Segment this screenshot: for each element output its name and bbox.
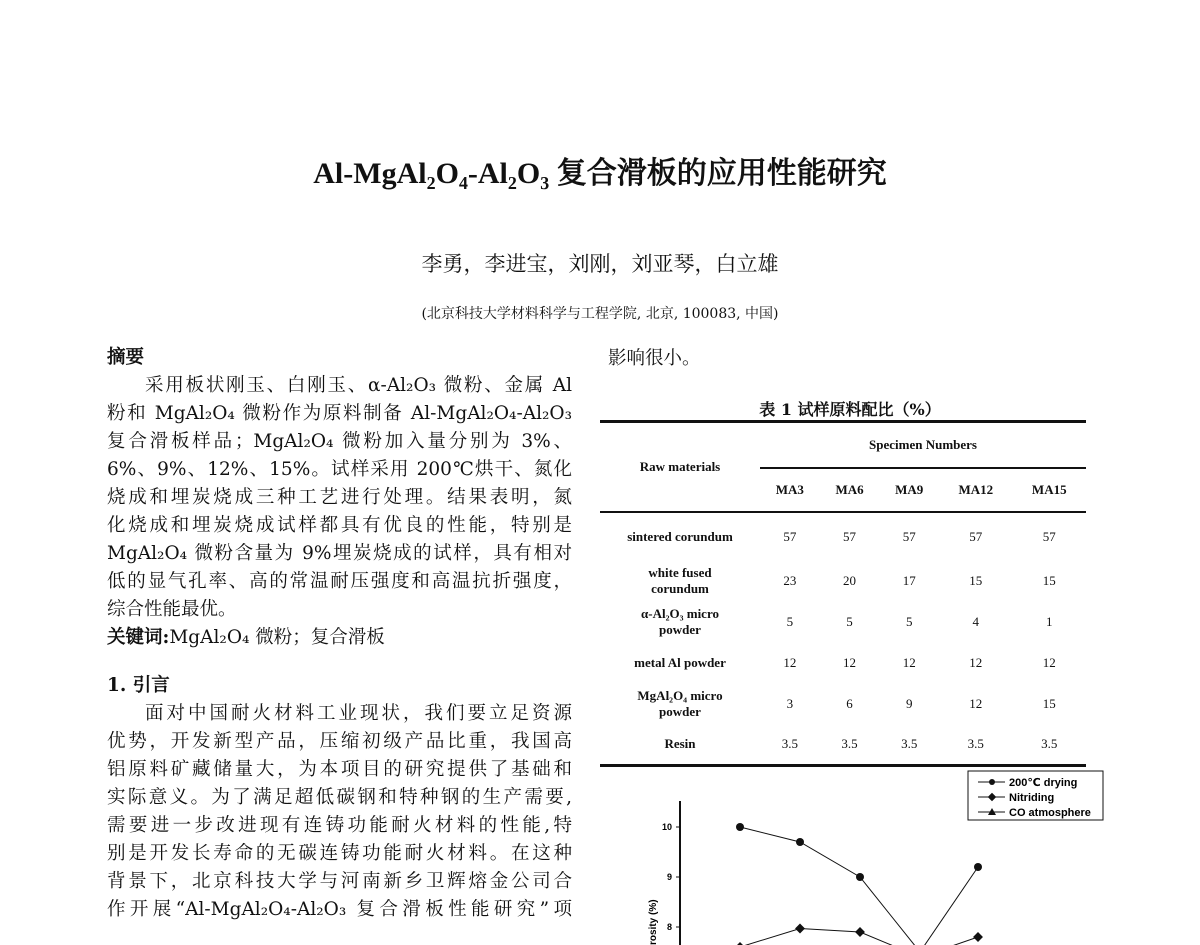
data-point — [856, 873, 864, 881]
cell: 12 — [879, 642, 939, 683]
keywords-text: MgAl₂O₄ 微粉；复合滑板 — [169, 627, 384, 648]
text-line: 别是开发长寿命的无碳连铸功能耐火材料。在这种 — [107, 840, 572, 868]
cell: 3.5 — [879, 724, 939, 765]
cell: 15 — [1013, 683, 1086, 724]
cell: 6 — [820, 683, 880, 724]
keywords-label: 关键词: — [107, 627, 169, 648]
column-header: MA3 — [760, 468, 820, 512]
abstract-body — [107, 372, 572, 624]
group-header: Specimen Numbers — [760, 422, 1086, 469]
column-header: MA6 — [820, 468, 880, 512]
text-line: 6%、9%、12%、15%。试样采用 200℃烘干、氮化 — [107, 456, 572, 484]
y-tick-label: 8 — [667, 922, 672, 932]
cell: 3.5 — [1013, 724, 1086, 765]
legend-label: 200℃ drying — [1009, 777, 1077, 789]
cell: 57 — [760, 512, 820, 560]
intro-body — [107, 700, 572, 924]
legend-label: CO atmosphere — [1009, 807, 1091, 819]
cell: 15 — [1013, 560, 1086, 601]
cell: 4 — [939, 601, 1012, 642]
row-label: sintered corundum — [600, 512, 760, 560]
table-row — [600, 560, 1086, 601]
cell: 57 — [820, 512, 880, 560]
data-point — [974, 863, 982, 871]
cell: 5 — [760, 601, 820, 642]
column-header: MA15 — [1013, 468, 1086, 512]
cell: 15 — [939, 560, 1012, 601]
composition-table — [600, 420, 1086, 767]
y-tick-label: 10 — [662, 822, 672, 832]
column-header: MA12 — [939, 468, 1012, 512]
text-line: 作开展“Al-MgAl₂O₄-Al₂O₃ 复合滑板性能研究”项 — [107, 896, 572, 924]
text-line: 复合滑板样品；MgAl₂O₄ 微粉加入量分别为 3%、 — [107, 428, 572, 456]
row-label: MgAl₂O₄ micro powder — [600, 683, 760, 724]
cell: 5 — [820, 601, 880, 642]
text-line: 需要进一步改进现有连铸功能耐火材料的性能,特 — [107, 812, 572, 840]
text-line: 优势，开发新型产品，压缩初级产品比重，我国高 — [107, 728, 572, 756]
cell: 1 — [1013, 601, 1086, 642]
cell: 57 — [879, 512, 939, 560]
text-line: 采用板状刚玉、白刚玉、α-Al₂O₃ 微粉、金属 Al — [107, 372, 572, 400]
row-label: metal Al powder — [600, 642, 760, 683]
table-row — [600, 683, 1086, 724]
legend-marker-circle — [989, 779, 995, 785]
cell: 3 — [760, 683, 820, 724]
porosity-chart — [600, 765, 1110, 945]
table-caption: 表 1 试样原料配比（%） — [600, 397, 1100, 420]
text-line: 烧成和埋炭烧成三种工艺进行处理。结果表明，氮 — [107, 484, 572, 512]
cell: 57 — [1013, 512, 1086, 560]
data-point — [855, 927, 865, 937]
text-line: MgAl₂O₄ 微粉含量为 9%埋炭烧成的试样，具有相对 — [107, 540, 572, 568]
text-line: 铝原料矿藏储量大，为本项目的研究提供了基础和 — [107, 756, 572, 784]
abstract-heading: 摘要 — [107, 344, 572, 372]
cell: 3.5 — [820, 724, 880, 765]
cell: 12 — [1013, 642, 1086, 683]
text-line: 粉和 MgAl₂O₄ 微粉作为原料制备 Al-MgAl₂O₄-Al₂O₃ — [107, 400, 572, 428]
cell: 20 — [820, 560, 880, 601]
paper-title: Al-MgAl₂O₄-Al₂O₃ 复合滑板的应用性能研究 — [0, 148, 1200, 192]
row-header: Raw materials — [600, 422, 760, 513]
right-column-text: 影响很小。 — [608, 344, 701, 370]
cell: 12 — [939, 642, 1012, 683]
row-label: Resin — [600, 724, 760, 765]
authors: 李勇，李进宝，刘刚，刘亚琴，白立雄 — [0, 248, 1200, 278]
row-label: α-Al₂O₃ micro powder — [600, 601, 760, 642]
cell: 9 — [879, 683, 939, 724]
cell: 17 — [879, 560, 939, 601]
table-row — [600, 601, 1086, 642]
left-column — [107, 344, 572, 924]
data-point — [736, 823, 744, 831]
row-label: white fused corundum — [600, 560, 760, 601]
data-point — [795, 924, 805, 934]
series-line — [740, 827, 978, 945]
text-line: 实际意义。为了满足超低碳钢和特种钢的生产需要, — [107, 784, 572, 812]
cell: 3.5 — [939, 724, 1012, 765]
table-row — [600, 724, 1086, 765]
y-axis-label: rosity (%) — [648, 899, 659, 945]
text-line: 背景下，北京科技大学与河南新乡卫辉熔金公司合 — [107, 868, 572, 896]
cell: 12 — [939, 683, 1012, 724]
table-row — [600, 642, 1086, 683]
cell: 23 — [760, 560, 820, 601]
cell: 3.5 — [760, 724, 820, 765]
y-tick-label: 9 — [667, 872, 672, 882]
text-line: 低的显气孔率、高的常温耐压强度和高温抗折强度， — [107, 568, 572, 596]
text-line: 综合性能最优。 — [107, 596, 572, 624]
legend-label: Nitriding — [1009, 792, 1054, 804]
text-line: 化烧成和埋炭烧成试样都具有优良的性能，特别是 — [107, 512, 572, 540]
cell: 12 — [760, 642, 820, 683]
intro-heading: 1. 引言 — [107, 672, 572, 700]
data-point — [796, 838, 804, 846]
cell: 5 — [879, 601, 939, 642]
affiliation: (北京科技大学材料科学与工程学院, 北京, 100083, 中国) — [0, 303, 1200, 323]
column-header: MA9 — [879, 468, 939, 512]
cell: 57 — [939, 512, 1012, 560]
keywords — [107, 624, 572, 652]
cell: 12 — [820, 642, 880, 683]
table-row — [600, 512, 1086, 560]
data-point — [973, 932, 983, 942]
text-line: 面对中国耐火材料工业现状，我们要立足资源 — [107, 700, 572, 728]
